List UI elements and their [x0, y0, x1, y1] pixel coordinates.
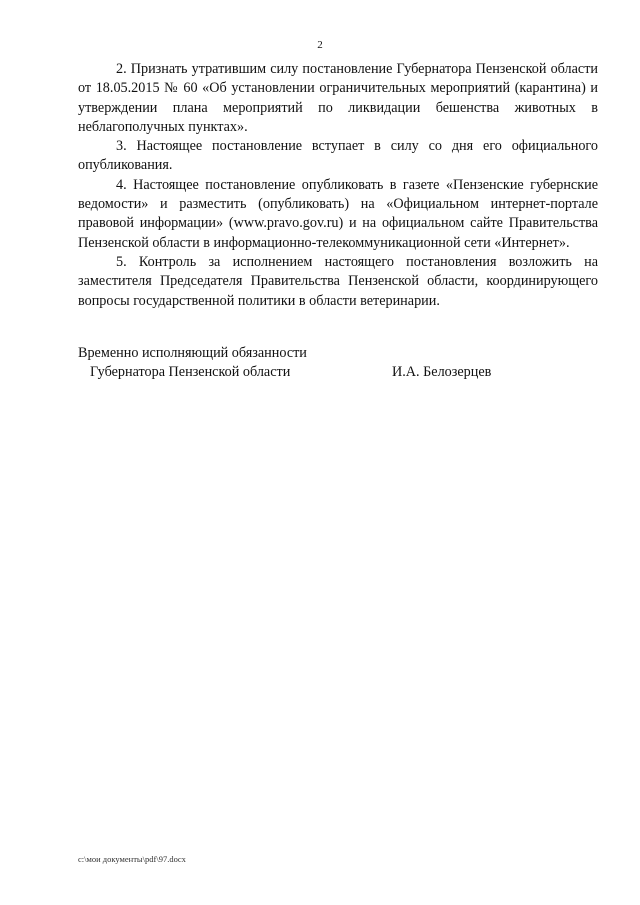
document-body — [78, 60, 598, 311]
signatory-name: И.А. Белозерцев — [392, 364, 492, 380]
page-number: 2 — [317, 39, 323, 51]
paragraph-item-2: 2. Признать утратившим силу постановление Губернатора Пензенской области от 18.05.2015 № 60 «Об установлении ограничительных мероприятий (карантина) и утверждении плана мероприятий по ликвидации бешенства животных в неблагополучных пунктах». — [78, 61, 598, 135]
footer-file-path: c:\мои документы\pdf\97.docx — [78, 854, 186, 864]
signatory-position-line2: Губернатора Пензенской области — [90, 364, 291, 380]
paragraph-item-3: 3. Настоящее постановление вступает в силу со дня его официального опубликования. — [78, 138, 598, 174]
paragraph-item-5: 5. Контроль за исполнением настоящего постановления возложить на заместителя Председателя Правительства Пензенской области, координирующего вопросы государственной политики в области ветеринарии. — [78, 253, 598, 309]
paragraph-item-4: 4. Настоящее постановление опубликовать в газете «Пензенские губернские ведомости» и разместить (опубликовать) на «Официальном интернет-портале правовой информации» (www.pravo.gov.ru) и на официальном сайте Правительства Пензенской области в информационно-телекоммуникационной сети «Интернет». — [78, 176, 598, 251]
signatory-position-line1: Временно исполняющий обязанности — [78, 345, 307, 361]
signature-block — [78, 344, 598, 384]
